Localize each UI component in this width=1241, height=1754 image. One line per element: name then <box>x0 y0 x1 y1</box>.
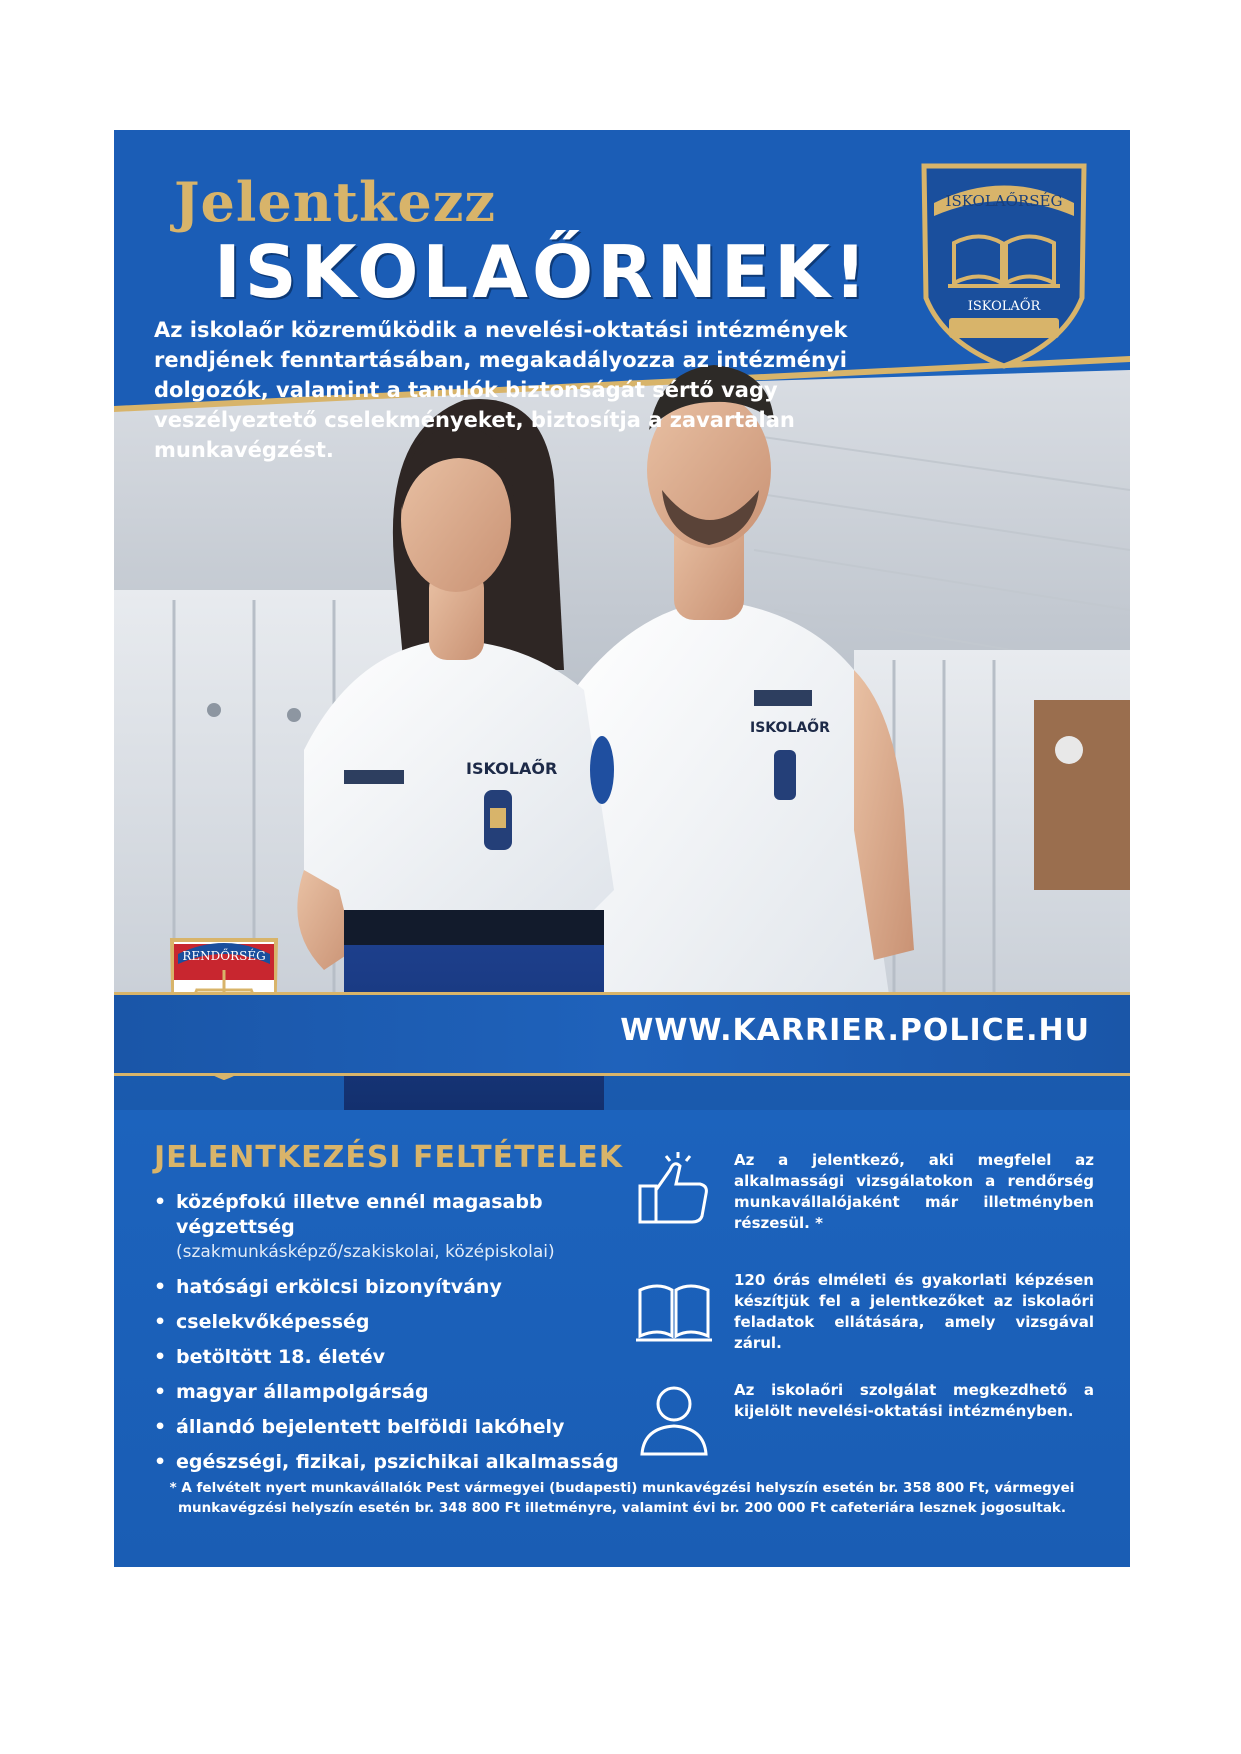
badge-left-top-text: RENDŐRSÉG <box>182 949 266 963</box>
person-icon <box>634 1380 714 1460</box>
recruitment-poster <box>114 130 1130 1567</box>
salary-footnote: * A felvételt nyert munkavállalók Pest vármegyei (budapesti) munkavégzési helyszín esetén br. 358 800 Ft, vármegyei munkavégzési helyszín esetén br. 348 800 Ft illetményre, valamint évi br. 200 000 Ft cafeteriára lesznek jogosultak. <box>169 1480 1075 1516</box>
requirement-item <box>154 1450 634 1475</box>
requirements-section <box>114 1110 1130 1567</box>
requirement-item <box>154 1415 634 1440</box>
requirement-item <box>154 1380 634 1405</box>
hero-section <box>114 130 1130 1110</box>
requirement-text: középfokú illetve ennél magasabb végzettség <box>176 1191 543 1238</box>
karrier-url[interactable]: WWW.KARRIER.POLICE.HU <box>620 1013 1090 1048</box>
feature-salary-text: Az a jelentkező, aki megfelel az alkalmassági vizsgálatokon a rendőrség munkavállalójaként már illetményben részesül. * <box>734 1151 1094 1232</box>
feature-salary <box>634 1150 1104 1260</box>
brown-locker <box>1034 700 1130 890</box>
requirement-item <box>154 1275 634 1300</box>
badge-top-bottom-text: ISKOLAŐR <box>967 299 1041 314</box>
requirements-list <box>154 1190 634 1485</box>
url-bar <box>114 992 1130 1076</box>
feature-service-text: Az iskolaőri szolgálat megkezdhető a kijelölt nevelési-oktatási intézményben. <box>734 1381 1094 1420</box>
feature-training <box>634 1270 1104 1380</box>
intro-paragraph: Az iskolaőr közreműködik a nevelési-oktatási intézmények rendjének fenntartásában, megakadályozza az intézményi dolgozók, valamint a tanulók biztonságát sértő vagy veszélyeztető cselekményeket, biztosítja a zavartalan munkavégzést. <box>154 318 848 462</box>
iskolaorseg-badge <box>914 148 1094 370</box>
requirement-text: magyar állampolgárság <box>176 1381 429 1403</box>
requirement-text: cselekvőképesség <box>176 1311 370 1333</box>
requirement-text: betöltött 18. életév <box>176 1346 385 1368</box>
requirement-item <box>154 1190 634 1265</box>
headline-apply: Jelentkezz <box>174 170 497 234</box>
brown-locker-window <box>1055 736 1083 764</box>
man-badge-label: ISKOLAŐR <box>750 720 830 736</box>
thumbs-up-icon <box>634 1150 714 1230</box>
feature-service <box>634 1380 1104 1490</box>
headline-school-guard: ISKOLAŐRNEK! <box>214 230 871 314</box>
requirement-item <box>154 1310 634 1335</box>
requirement-text: állandó bejelentett belföldi lakóhely <box>176 1416 565 1438</box>
requirement-text: egészségi, fizikai, pszichikai alkalmasság <box>176 1451 619 1473</box>
feature-training-text: 120 órás elméleti és gyakorlati képzésen készítjük fel a jelentkezőket az iskolaőri feladatok ellátására, amely vizsgával zárul. <box>734 1271 1094 1352</box>
requirement-item <box>154 1345 634 1370</box>
badge-top-arc-text: ISKOLAŐRSÉG <box>945 192 1063 210</box>
requirement-text: hatósági erkölcsi bizonyítvány <box>176 1276 502 1298</box>
requirements-title: JELENTKEZÉSI FELTÉTELEK <box>154 1140 623 1175</box>
requirement-note: (szakmunkásképző/szakiskolai, középiskolai) <box>176 1242 555 1262</box>
open-book-icon <box>634 1270 714 1350</box>
woman-badge-label: ISKOLAŐR <box>466 759 558 778</box>
